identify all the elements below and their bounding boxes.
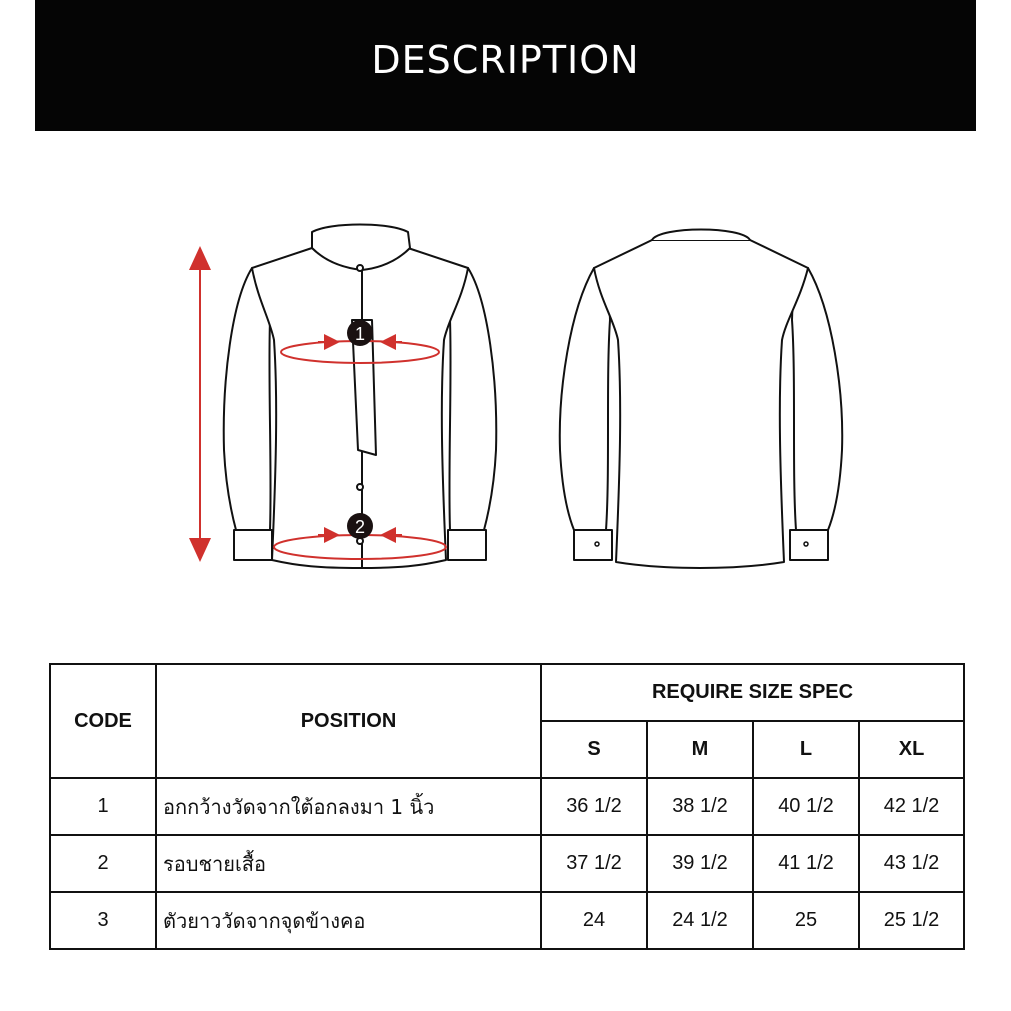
row-value: 24 1/2 xyxy=(647,892,753,949)
row-value: 24 xyxy=(541,892,647,949)
row-value: 36 1/2 xyxy=(541,778,647,835)
row-position: รอบชายเสื้อ xyxy=(156,835,541,892)
table-row xyxy=(50,778,964,835)
row-value: 37 1/2 xyxy=(541,835,647,892)
row-value: 39 1/2 xyxy=(647,835,753,892)
header-bar xyxy=(35,0,976,131)
row-code: 1 xyxy=(50,778,156,835)
size-header: M xyxy=(647,721,753,778)
marker-1-label: 1 xyxy=(354,324,366,344)
back-shirt xyxy=(560,230,842,569)
table-row xyxy=(50,892,964,949)
page-title: DESCRIPTION xyxy=(371,38,640,82)
front-right-cuff xyxy=(448,530,486,560)
back-left-cuff xyxy=(574,530,612,560)
header-code: CODE xyxy=(50,664,156,778)
back-right-sleeve xyxy=(792,268,842,530)
header-require-size-spec: REQUIRE SIZE SPEC xyxy=(541,664,964,721)
back-right-cuff xyxy=(790,530,828,560)
size-spec-table xyxy=(49,663,965,950)
front-left-cuff xyxy=(234,530,272,560)
row-value: 25 xyxy=(753,892,859,949)
size-header: S xyxy=(541,721,647,778)
back-body xyxy=(594,240,808,568)
header-position: POSITION xyxy=(156,664,541,778)
row-code: 3 xyxy=(50,892,156,949)
row-code: 2 xyxy=(50,835,156,892)
size-header: XL xyxy=(859,721,964,778)
row-value: 40 1/2 xyxy=(753,778,859,835)
size-header: L xyxy=(753,721,859,778)
row-value: 42 1/2 xyxy=(859,778,964,835)
row-value: 43 1/2 xyxy=(859,835,964,892)
table-row xyxy=(50,835,964,892)
marker-2-label: 2 xyxy=(354,517,366,537)
row-value: 41 1/2 xyxy=(753,835,859,892)
back-left-sleeve xyxy=(560,268,610,530)
back-collar xyxy=(652,230,750,241)
row-value: 38 1/2 xyxy=(647,778,753,835)
length-arrow xyxy=(189,246,211,562)
row-position: อกกว้างวัดจากใต้อกลงมา 1 นิ้ว xyxy=(156,778,541,835)
shirt-illustration xyxy=(0,131,1011,651)
row-position: ตัวยาววัดจากจุดข้างคอ xyxy=(156,892,541,949)
row-value: 25 1/2 xyxy=(859,892,964,949)
